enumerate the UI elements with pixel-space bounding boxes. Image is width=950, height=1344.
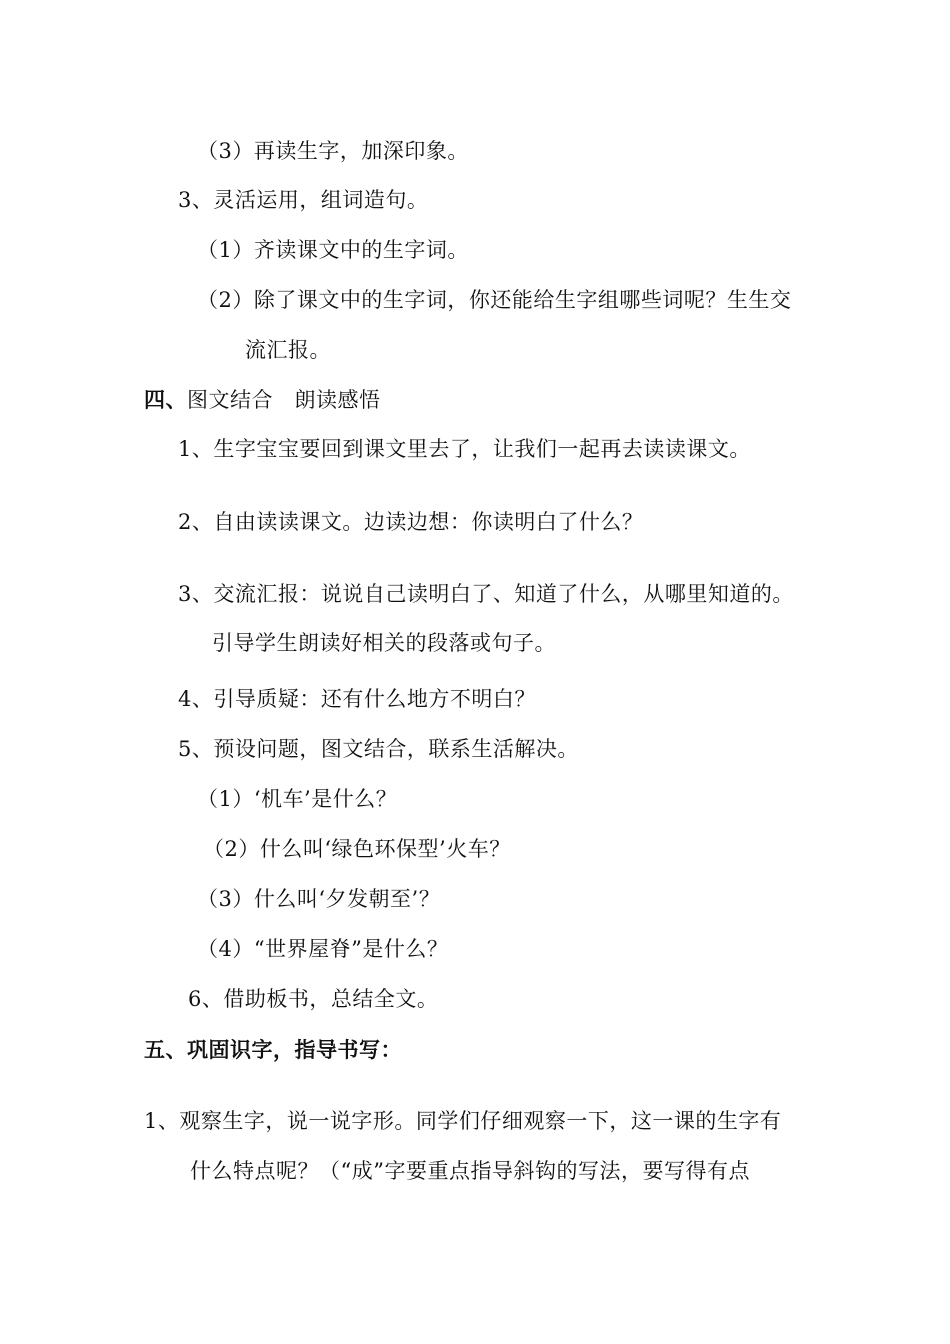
section-number: 四、 [144,387,187,412]
section-title: 图文结合 朗读感悟 [187,388,381,412]
text-line: 什么特点呢？（“成”字要重点指导斜钩的写法，要写得有点 [190,1159,750,1183]
text-line: 4、引导质疑：还有什么地方不明白？ [178,687,536,711]
text-line: 3、灵活运用，组词造句。 [178,188,429,212]
text-line: 1、观察生字，说一说字形。同学们仔细观察一下，这一课的生字有 [144,1109,782,1133]
section-heading-4 [144,385,381,415]
section-heading-5: 五、巩固识字，指导书写： [144,1037,402,1062]
text-line: 3、交流汇报：说说自己读明白了、知道了什么，从哪里知道的。 [178,582,794,606]
text-line: （1）‘机车’是什么？ [197,787,398,811]
text-line: （3）什么叫‘夕发朝至’？ [197,887,441,911]
text-line: （3）再读生字，加深印象。 [197,139,469,163]
text-line: 引导学生朗读好相关的段落或句子。 [212,631,556,655]
text-line: （2）什么叫‘绿色环保型’火车？ [203,837,511,861]
text-line: 5、预设问题，图文结合，联系生活解决。 [178,737,579,761]
text-line: （1）齐读课文中的生字词。 [197,238,469,262]
text-line: 2、自由读读课文。边读边想：你读明白了什么？ [178,510,644,534]
text-line: （2）除了课文中的生字词，你还能给生字组哪些词呢？生生交 [197,288,792,312]
text-line: （4）“世界屋脊”是什么？ [197,937,449,961]
text-line: 6、借助板书，总结全文。 [188,987,439,1011]
text-line: 1、生字宝宝要回到课文里去了，让我们一起再去读读课文。 [178,437,751,461]
text-line: 流汇报。 [245,338,331,362]
